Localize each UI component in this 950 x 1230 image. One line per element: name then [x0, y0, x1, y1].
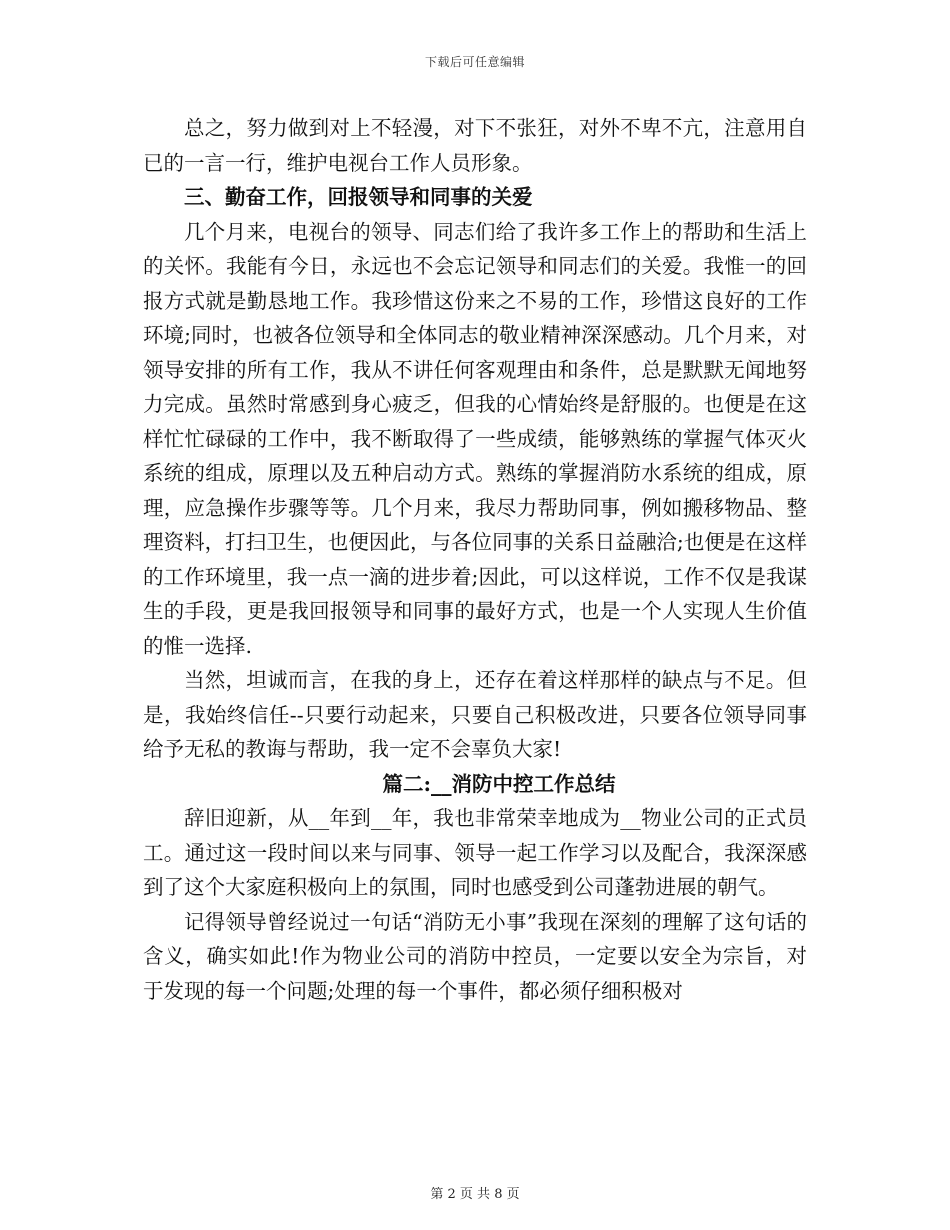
page-number: 第 2 页 共 8 页: [430, 1187, 520, 1202]
paragraph: 几个月来，电视台的领导、同志们给了我许多工作上的帮助和生活上的关怀。我能有今日，永远也不会忘记领导和同志们的关爱。我惟一的回报方式就是勤恳地工作。我珍惜这份来之不易的工作，珍惜这良好的工作环境;同时，也被各位领导和全体同志的敬业精神深深感动。几个月来，对领导安排的所有工作，我从不讲任何客观理由和条件，总是默默无闻地努力完成。虽然时常感到身心疲乏，但我的心情始终是舒服的。也便是在这样忙忙碌碌的工作中，我不断取得了一些成绩，能够熟练的掌握气体灭火系统的组成，原理以及五种启动方式。熟练的掌握消防水系统的组成，原理，应急操作步骤等等。几个月来，我尽力帮助同事，例如搬移物品、整理资料，打扫卫生，也便因此，与各位同事的关系日益融洽;也便是在这样的工作环境里，我一点一滴的进步着;因此，可以这样说，工作不仅是我谋生的手段，更是我回报领导和同事的最好方式，也是一个人实现人生价值的惟一选择.: [143, 219, 807, 658]
paragraph: 总之，努力做到对上不轻漫，对下不张狂，对外不卑不亢，注意用自已的一言一行，维护电视台工作人员形象。: [143, 116, 807, 175]
document-body: [143, 111, 807, 1008]
page-header-note: 下载后可任意编辑: [424, 55, 525, 69]
paragraph: 当然，坦诚而言，在我的身上，还存在着这样那样的缺点与不足。但是，我始终信任--只要行动起来，只要自己积极改进，只要各位领导同事给予无私的教诲与帮助，我一定不会辜负大家!: [143, 668, 807, 761]
paragraph: 记得领导曾经说过一句话“消防无小事”我现在深刻的理解了这句话的含义，确实如此!作为物业公司的消防中控员，一定要以安全为宗旨，对于发现的每一个问题;处理的每一个事件，都必须仔细积极对: [143, 909, 807, 1003]
section-heading: 三、勤奋工作，回报领导和同事的关爱: [184, 185, 533, 209]
paragraph: 辞旧迎新，从__年到__年，我也非常荣幸地成为__物业公司的正式员工。通过这一段时间以来与同事、领导一起工作学习以及配合，我深深感到了这个大家庭积极向上的氛围，同时也感受到公司蓬勃进展的朝气。: [143, 806, 807, 899]
chapter-title: 篇二:__消防中控工作总结: [382, 771, 616, 796]
